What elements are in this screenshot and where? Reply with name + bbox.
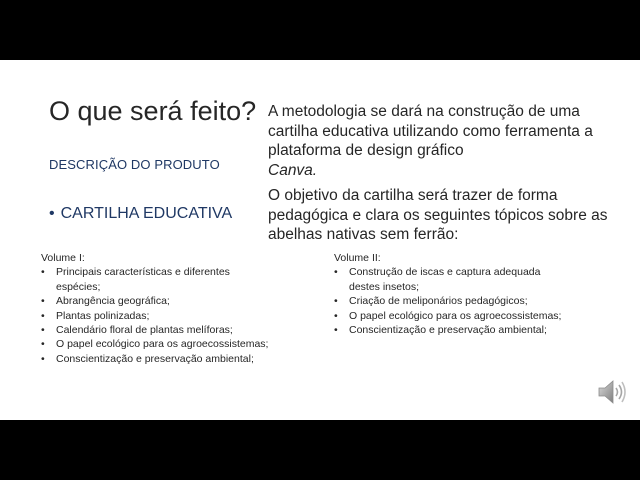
paragraph-methodology-main: A metodologia se dará na construção de uma cartilha educativa utilizando como ferramenta a plataforma de design gráfico [268, 103, 593, 159]
list-item: • Construção de iscas e captura adequada destes insetos; [334, 265, 574, 294]
speaker-icon[interactable] [596, 376, 628, 408]
list-item: • Plantas polinizadas; [41, 309, 271, 323]
slide-title: O que será feito? [49, 96, 257, 126]
volume-1-title: Volume I: [41, 252, 85, 264]
slide [0, 60, 640, 420]
list-item: • Calendário floral de plantas melíforas; [41, 323, 271, 337]
list-item: • Abrangência geográfica; [41, 294, 271, 308]
paragraph-methodology [268, 102, 608, 180]
list-item: • Principais características e diferentes espécies; [41, 265, 271, 294]
list-item: • O papel ecológico para os agroecossistemas; [334, 309, 574, 323]
slide-subtitle: DESCRIÇÃO DO PRODUTO [49, 157, 220, 172]
product-bullet [49, 205, 232, 223]
list-item: • Conscientização e preservação ambiental; [334, 323, 574, 337]
paragraph-objective: O objetivo da cartilha será trazer de forma pedagógica e clara os seguintes tópicos sobre as abelhas nativas sem ferrão: [268, 187, 608, 243]
list-item: • Conscientização e preservação ambiental; [41, 352, 271, 366]
paragraph-methodology-italic: Canva. [268, 161, 318, 179]
volume-1-list [41, 251, 271, 366]
description-text [268, 102, 608, 251]
list-item: • Criação de meliponários pedagógicos; [334, 294, 574, 308]
volume-2-title: Volume II: [334, 252, 381, 264]
list-item: • O papel ecológico para os agroecossistemas; [41, 337, 271, 351]
volume-2-list [334, 251, 574, 337]
bullet-dot: • [49, 205, 55, 222]
product-bullet-text: CARTILHA EDUCATIVA [60, 205, 233, 222]
